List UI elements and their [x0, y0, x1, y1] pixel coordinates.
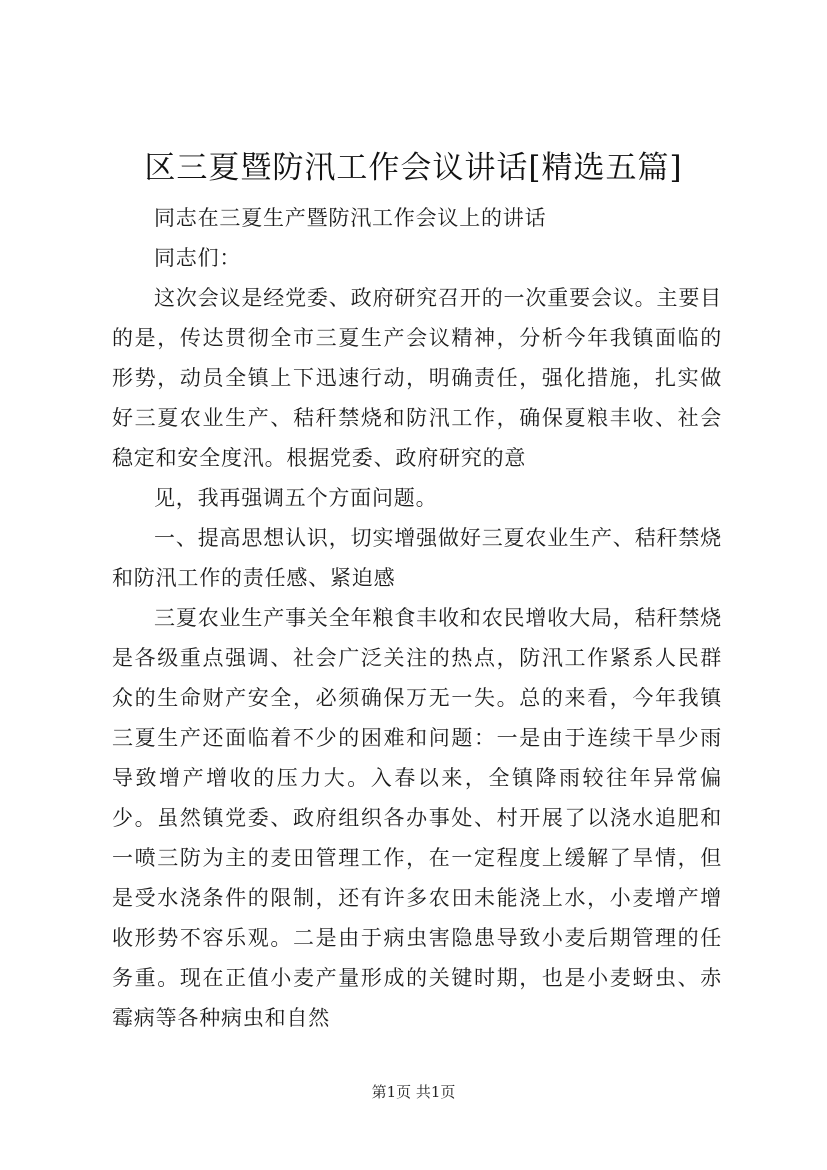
section-heading-1: 一、提高思想认识，切实增强做好三夏农业生产、秸秆禁烧和防汛工作的责任感、紧迫感: [112, 526, 722, 590]
paragraph-section-1: 三夏农业生产事关全年粮食丰收和农民增收大局，秸秆禁烧是各级重点强调、社会广泛关注的热点，防汛工作紧系人民群众的生命财产安全，必须确保万无一失。总的来看，今年我镇三夏生产还面临着不少的困难和问题：一是由于连续干旱少雨导致增产增收的压力大。入春以来，全镇降雨较往年异常偏少。虽然镇党委、政府组织各办事处、村开展了以浇水追肥和一喷三防为主的麦田管理工作，在一定程度上缓解了旱情，但是受水浇条件的限制，还有许多农田未能浇上水，小麦增产增收形势不容乐观。二是由于病虫害隐患导致小麦后期管理的任务重。现在正值小麦产量形成的关键时期，也是小麦蚜虫、赤霉病等各种病虫和自然: [112, 606, 722, 1030]
document-body: [112, 198, 722, 1038]
paragraph-salutation: 同志们：: [154, 246, 242, 270]
document-title: 区三夏暨防汛工作会议讲话[精选五篇]: [144, 150, 683, 186]
paragraph-intro-continued: 见，我再强调五个方面问题。: [154, 486, 438, 510]
paragraph-subtitle: 同志在三夏生产暨防汛工作会议上的讲话: [154, 206, 547, 230]
paragraph-intro: 这次会议是经党委、政府研究召开的一次重要会议。主要目的是，传达贯彻全市三夏生产会议精神，分析今年我镇面临的形势，动员全镇上下迅速行动，明确责任，强化措施，扎实做好三夏农业生产、秸秆禁烧和防汛工作，确保夏粮丰收、社会稳定和安全度汛。根据党委、政府研究的意: [112, 286, 722, 470]
page-footer: 第1页 共1页: [371, 1083, 456, 1101]
